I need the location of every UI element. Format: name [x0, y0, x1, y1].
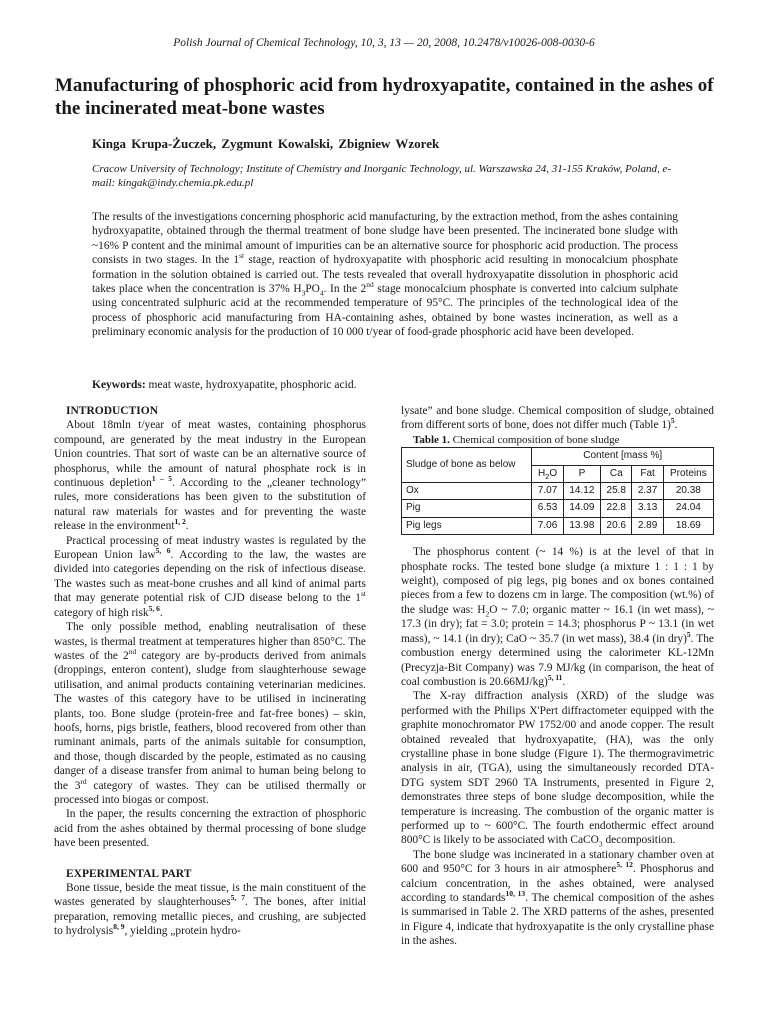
- citation: 8, 9: [113, 922, 125, 932]
- abstract-text: stage, reaction of hydroxyapatite with phosphoric acid resulting in monocalcium phosphate formation in the solution obtained is carried out. The tests revealed that overall hydroxyapatite dissolution in phosphoric acid takes place when the concentration is 37% H: [92, 254, 679, 296]
- citation: 5, 6: [155, 546, 171, 556]
- ordinal: st: [360, 589, 366, 599]
- introduction-heading: INTRODUCTION: [66, 405, 159, 417]
- left-column: [54, 404, 366, 939]
- table-cell: 24.04: [663, 500, 713, 517]
- citation: 1 – 5: [151, 474, 173, 484]
- table-cell: 14.09: [563, 500, 600, 517]
- table-cell: 3.13: [632, 500, 663, 517]
- ordinal: nd: [128, 647, 137, 657]
- citation: 10, 13: [505, 889, 526, 899]
- right-paragraph-3: The bone sludge was incinerated in a stationary chamber oven at 600 and 950°C for 3 hours in air atmosphere$^{5, 12}$. Phosphorus and calcium concentration, in the ashes obtained, were analysed according to standards$^{10, 13}$. The chemical composition of the ashes is summarised in Table 2. The XRD patterns of the ashes, presented in Figure 4, indicate that hydroxyapatite is the only crystalline phase in the ashes.: [401, 848, 715, 948]
- column-header-h2o: $H_2O$: [532, 465, 563, 482]
- column-header-proteins: Proteins: [663, 465, 713, 482]
- table-cell: 18.69: [663, 517, 713, 534]
- table-row: [402, 500, 714, 517]
- citation: 5, 11: [547, 673, 563, 683]
- table-cell: 7.07: [532, 483, 563, 500]
- abstract: [92, 210, 678, 340]
- affiliation: Cracow University of Technology; Institute of Chemistry and Inorganic Technology, ul. Warszawska 24, 31-155 Kraków, Poland, e-mail: kingak@indy.chemia.pk.edu.pl: [92, 163, 671, 189]
- citation: 5: [686, 629, 691, 639]
- abstract-sub: 3: [301, 288, 306, 298]
- keywords-text: meat waste, hydroxyapatite, phosphoric acid.: [145, 379, 357, 391]
- intro-paragraph-4: In the paper, the results concerning the extraction of phosphoric acid from the ashes obtained by thermal processing of bone sludge have been presented.: [54, 808, 366, 850]
- intro-paragraph-3: The only possible method, enabling neutralisation of these wastes, is thermal treatment at temperatures higher than 850°C. The wastes of the 2nd category are by-products derived from animals (droppings, enteron content), sludge from slaughterhouse sewage utilisation, and animal products containing veterinarian medicines. The wastes of this category have to be utilised in incinerating plants, too. Bone sludge (protein-free and fat-free bones) – skin, hoofs, horns, pigs bristle, feathers, blood recovered from other than ruminant animals, parts of the animals suitable for consumption, and those, though discarded by the people, estimated as no causing danger of a disease transfer from animal to human being belong to the 3rd category of wastes. They can be utilised thermally or processed into biogas or compost.: [54, 621, 367, 806]
- abstract-sup: st: [239, 251, 245, 261]
- table-header-row: [402, 448, 714, 465]
- citation: 1, 2: [174, 517, 186, 527]
- article-title: Manufacturing of phosphoric acid from hydroxyapatite, contained in the ashes of the incinerated meat-bone wastes: [55, 75, 714, 119]
- column-header-p: P: [563, 465, 600, 482]
- citation: 5, 12: [616, 860, 633, 870]
- abstract-text: stage monocalcium phosphate is converted into calcium sulphate using concentrated sulphuric acid at the recommended temperature of 95°C. The principles of the technological idea of the process of phosphoric acid manufacturing from HA-containing ashes, obtained by bone wastes incineration, as well as a preliminary economic analysis for the production of 10 000 t/year of food-grade phosphoric acid have been developed.: [92, 283, 678, 339]
- intro-paragraph-1: About 18mln t/year of meat wastes, containing phosphorus compound, are generated by the meat industry in the European Union countries. That sort of waste can be an alternative source of phosphorus, while the amount of natural phosphate rock is in continuous depletion$^{1 - 5}$. According to the „cleaner technology” rules, more considerations has been given to the substitution of natural raw materials for wastes and for preventing the waste release in the environment$^{1, 2}$.: [54, 419, 366, 533]
- subscript: 3: [598, 839, 603, 849]
- keywords-label: Keywords:: [92, 379, 146, 391]
- table-cell: 2.89: [632, 517, 663, 534]
- table-cell: 13.98: [563, 517, 600, 534]
- table-row-header: Sludge of bone as below: [402, 448, 532, 483]
- keywords: [92, 379, 356, 391]
- subscript: 2: [485, 609, 490, 619]
- table-group-header: Content [mass %]: [532, 448, 714, 465]
- abstract-text: . In the 2: [323, 283, 367, 296]
- right-paragraph-2: The X-ray diffraction analysis (XRD) of the sludge was performed with the Philips X'Pert diffractometer equipped with the graphite monochromator PW 1752/00 and anode copper. The result obtained revealed that hydroxyapatite, (HA), was the only crystalline phase in bone sludge (Figure 1). The thermogravimetric analysis in air, (TGA), using the simultaneously recorded DTA-DTG system SDT 2960 TA Instruments, presented in Figure 2, demonstrates three steps of bone sludge decomposition, while the temperature is increasing. The combustion of the organic matter is performed up to ~ 600°C. The fourth endothermic effect around 800°C is likely to be associated with CaCO$_3$ decomposition.: [401, 690, 714, 849]
- intro-paragraph-2: Practical processing of meat industry wastes is regulated by the European Union law$^{5, 6}$. According to the law, the wastes are divided into categories depending on the risk of infectious disease. The wastes such as meat-bone crushes and all kind of animal parts that may generate potential risk of CJD disease belong to the 1st category of high risk$^{5, 6}$.: [54, 534, 367, 619]
- table-cell: 7.06: [532, 517, 563, 534]
- table-row: [402, 483, 714, 500]
- experimental-heading: EXPERIMENTAL PART: [66, 867, 192, 880]
- table-row: [402, 517, 714, 534]
- abstract-sup: nd: [366, 280, 374, 290]
- experimental-paragraph-1: Bone tissue, beside the meat tissue, is the main constituent of the wastes generated by slaughterhouses$^{5, 7}$. The bones, after initial preparation, removing metallic pieces, and crushing, are subjected to hydrolysis$^{8, 9}$, yielding „protein hydro-: [54, 882, 367, 938]
- authors: Kinga Krupa-Żuczek, Zygmunt Kowalski, Zbigniew Wzorek: [92, 136, 440, 151]
- abstract-text: PO: [305, 283, 320, 296]
- table-cell: 2.37: [632, 483, 663, 500]
- continued-paragraph: lysate” and bone sludge. Chemical composition of sludge, obtained from different sorts of bone, does not differ much (Table 1)$^5$.: [401, 405, 714, 432]
- table-cell: 6.53: [532, 500, 563, 517]
- ordinal: rd: [80, 776, 87, 786]
- table-cell: 22.8: [601, 500, 632, 517]
- right-paragraph-1: The phosphorus content (~ 14 %) is at the level of that in phosphate rocks. The tested bone sludge (a mixture 1 : 1 : 1 by weight), composed of pig legs, pig bones and ox bones contained pieces from a few to dozens cm in large. The composition (wt.%) of the sludge was: $H_2O$ ~ 7.0; organic matter ~ 16.1 (in wet mass), ~ 17.3 (in dry); fat = 3.0; protein = 14.3; phosphorus P ~ 13.1 (in wet mass), ~ 14.1 (in dry); CaO ~ 35.7 (in wet mass), 38.4 (in dry)$^5$. The combustion energy determined using the calorimeter KL-12Mn (Precyzja-Bit Company) was 7.9 MJ/kg (in comparison, the heat of coal combustion is 20.66MJ/kg)$^{5, 11}$.: [401, 546, 714, 688]
- citation: 5, 6: [148, 603, 160, 613]
- table-cell: 20.6: [601, 517, 632, 534]
- row-label: Pig legs: [402, 517, 532, 534]
- citation: 5, 7: [230, 893, 245, 903]
- table-cell: 20.38: [663, 483, 713, 500]
- abstract-sub: 4: [319, 288, 324, 298]
- right-column: [401, 404, 714, 949]
- citation: 5: [670, 416, 675, 426]
- running-head: Polish Journal of Chemical Technology, 10, 3, 13 — 20, 2008, 10.2478/v10026-008-0030-6: [173, 37, 595, 49]
- chemical-composition-table: [401, 447, 714, 535]
- abstract-text: The results of the investigations concerning phosphoric acid manufacturing, by the extraction method, from the ashes containing hydroxyapatite, obtained through the thermal treatment of bone sludge have been presented. The incinerated bone sludge with ~16% P content and the minimal amount of impurities can be an alternative source for phosphoric acid production. The process consists in two stages. In the 1: [92, 211, 678, 267]
- table-cell: 25.8: [601, 483, 632, 500]
- column-header-ca: Ca: [601, 465, 632, 482]
- table-cell: 14.12: [563, 483, 600, 500]
- column-header-fat: Fat: [632, 465, 663, 482]
- row-label: Pig: [402, 500, 532, 517]
- row-label: Ox: [402, 483, 532, 500]
- table-caption: Table 1. Chemical composition of bone sludge: [413, 433, 620, 446]
